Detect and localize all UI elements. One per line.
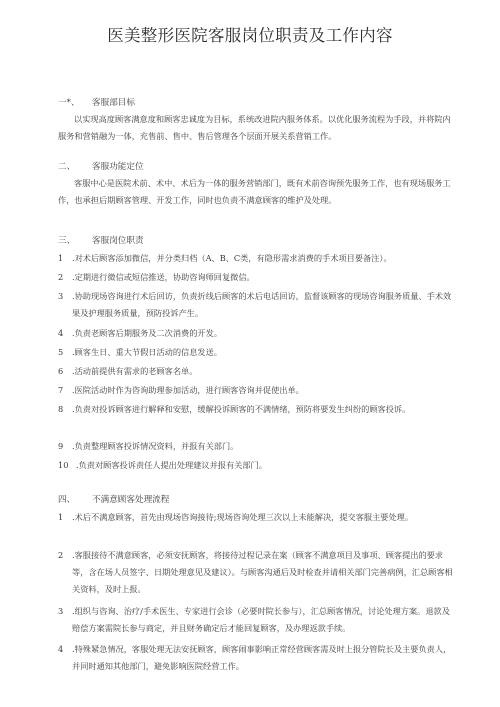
list-item: 7 .医院活动时作为咨询助理参加活动，进行顾客咨询并促使出单。 — [58, 385, 304, 395]
section-heading-3 — [58, 234, 144, 246]
list-item: 1 .术后不满意顾客，首先由现场咨询接待;现场咨询处理三次以上未能解决，提交客服主要处理。 — [58, 512, 414, 522]
section-number: 一*、 — [58, 98, 80, 108]
section-heading-2 — [58, 160, 144, 172]
section-number: 三、 — [58, 236, 76, 246]
section-paragraph-2: 客服中心是医院术前、术中、术后为一体的服务营销部门，既有术前咨询预先服务工作，也有现场服务工作，也承担后期顾客管理、开发工作，同时也负责不满意顾客的维护及处理。 — [58, 178, 451, 205]
section-number: 二、 — [58, 162, 76, 172]
list-item: 2 .客服接待不满意顾客，必须安抚顾客，将接待过程记录在案（顾客不满意项目及事项、顾客提出的要求等，含在场人员签字、日期处理意见及建议）。与顾客沟通后及时检查并请相关部门完善病例，汇总顾客相关资料，及时上报。 — [58, 550, 453, 594]
list-item: 5 .顾客生日、重大节假日活动的信息发送。 — [58, 347, 222, 357]
list-item: 4 .负责老顾客后期服务及二次消费的开发。 — [58, 328, 222, 338]
list-item: 9 .负责整理顾客投诉情况资料，并报有关部门。 — [58, 441, 239, 451]
list-item: 6 .活动前提供有需求的老顾客名单。 — [58, 366, 198, 376]
section-title: 客服岗位职责 — [92, 236, 144, 246]
list-item: 10 .负责对顾客投诉责任人提出处理建议并报有关部门。 — [58, 460, 267, 470]
list-item: 3 .协助现场咨询进行术后回访，负责折线后顾客的术后电话回访，监督该顾客的现场咨询服务质量、手术效果及护理服务质量，预防投诉产生。 — [58, 291, 452, 318]
list-item: 4 .特殊紧急情况，客服处理无法安抚顾客，顾客闹事影响正常经营顾客需及时上报分管院长及主要负责人，并同时通知其他部门，避免影响医院经营工作。 — [58, 644, 452, 671]
list-item: 8 .负责对投诉顾客进行解释和安慰，缓解投诉顾客的不满情绪，预防将要发生纠纷的顾客投诉。 — [58, 404, 411, 414]
section-paragraph-1: 以实现高度顾客满意度和顾客忠诚度为目标，系统改进院内服务体系。以优化服务流程为手段，并将院内服务和营销融为一体，充售前、售中、售后管理各个层面开展关系营销工作。 — [58, 114, 451, 141]
section-title: 客服功能定位 — [92, 162, 144, 172]
section-title: 客服部目标 — [92, 98, 135, 108]
list-item: 2 .定期进行微信或短信推送，协助咨询师回复微信。 — [58, 272, 255, 282]
section-number: 四、 — [58, 495, 76, 505]
document-title: 医美整形医院客服岗位职责及工作内容 — [107, 26, 393, 45]
section-title: 不满意顾客处理流程 — [92, 495, 170, 505]
section-heading-1 — [58, 96, 135, 108]
section-heading-4 — [58, 493, 169, 505]
list-item: 3 .组织与咨询、治疗/手术医生、专家进行会诊（必要时院长参与），汇总顾客情况，讨论处理方案。退款及赔偿方案需院长参与商定，并且财务确定后才能回复顾客，及办理返款手续。 — [58, 606, 450, 633]
list-item: 1 .对术后顾客添加微信，并分类归档（A、B、C类，有隐形需求消费的手术项目要备注）。 — [58, 253, 392, 263]
